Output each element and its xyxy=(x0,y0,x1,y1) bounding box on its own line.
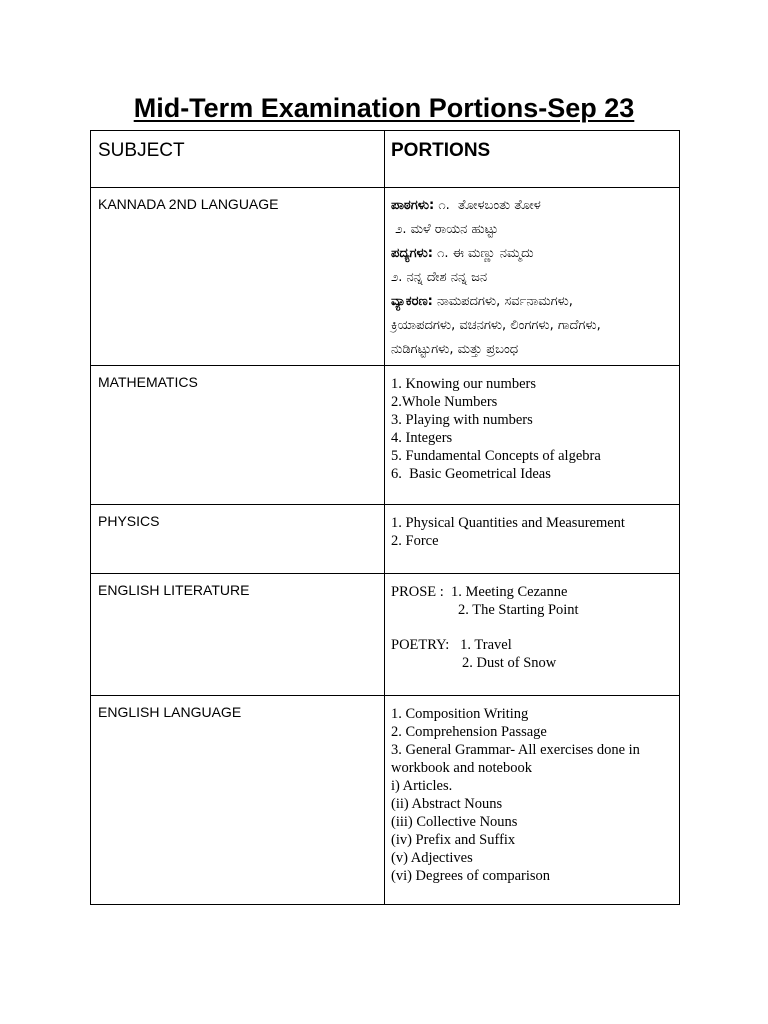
list-item: 2.Whole Numbers xyxy=(391,394,498,410)
kannada-line: ಕ್ರಿಯಾಪದಗಳು, ವಚನಗಳು, ಲಿಂಗಗಳು, ಗಾದೆಗಳು, xyxy=(391,318,601,333)
list-item: (v) Adjectives xyxy=(391,850,473,866)
kannada-line: ವ್ಯಾಕರಣ: ನಾಮಪದಗಳು, ಸರ್ವನಾಮಗಳು, xyxy=(391,294,573,309)
portions-english-literature xyxy=(385,574,680,696)
subject-kannada: KANNADA 2ND LANGUAGE xyxy=(91,188,385,366)
subject-physics: PHYSICS xyxy=(91,505,385,574)
table-row xyxy=(91,574,680,696)
poetry-item: 2. Dust of Snow xyxy=(462,655,557,671)
list-item: 5. Fundamental Concepts of algebra xyxy=(391,448,601,464)
kannada-line: ನುಡಿಗಟ್ಟುಗಳು, ಮತ್ತು ಪ್ರಬಂಧ xyxy=(391,342,519,357)
kannada-line: ಪದ್ಯಗಳು: ೧. ಈ ಮಣ್ಣು ನಮ್ಮದು xyxy=(391,246,534,261)
list-item: 3. Playing with numbers xyxy=(391,412,533,428)
prose-line: PROSE : 1. Meeting Cezanne xyxy=(391,584,568,600)
kannada-line: ೨. ನನ್ನ ದೇಶ ನನ್ನ ಜನ xyxy=(391,270,488,285)
page-title: Mid-Term Examination Portions-Sep 23 xyxy=(133,93,635,123)
list-item: i) Articles. xyxy=(391,778,453,794)
list-item: 3. General Grammar- All exercises done in xyxy=(391,742,640,758)
table-row xyxy=(91,505,680,574)
portions-mathematics xyxy=(385,366,680,505)
subject-english-literature: ENGLISH LITERATURE xyxy=(91,574,385,696)
list-item: (vi) Degrees of comparison xyxy=(391,868,551,884)
list-item: 1. Physical Quantities and Measurement xyxy=(391,515,625,531)
portions-kannada xyxy=(385,188,680,366)
table-row xyxy=(91,696,680,905)
portions-table xyxy=(90,130,680,905)
list-item: 1. Composition Writing xyxy=(391,706,529,722)
portions-english-language xyxy=(385,696,680,905)
list-item: 1. Knowing our numbers xyxy=(391,376,536,392)
list-item: workbook and notebook xyxy=(391,760,532,776)
kannada-line: ಪಾಠಗಳು: ೧. ತೋಳಬಂತು ತೋಳ xyxy=(391,198,541,213)
header-portions: PORTIONS xyxy=(385,131,680,188)
table-row xyxy=(91,188,680,366)
prose-item: 2. The Starting Point xyxy=(458,602,579,618)
spacer xyxy=(391,619,679,636)
header-row xyxy=(91,131,680,188)
list-item: 2. Comprehension Passage xyxy=(391,724,547,740)
kannada-line: ೨. ಮಳೆ ರಾಯನ ಹುಟ್ಟು xyxy=(391,222,499,237)
poetry-line: POETRY: 1. Travel xyxy=(391,637,512,653)
list-item: (iii) Collective Nouns xyxy=(391,814,518,830)
header-subject: SUBJECT xyxy=(91,131,385,188)
list-item: (ii) Abstract Nouns xyxy=(391,796,503,812)
table-row xyxy=(91,366,680,505)
subject-mathematics: MATHEMATICS xyxy=(91,366,385,505)
list-item: 4. Integers xyxy=(391,430,453,446)
subject-english-language: ENGLISH LANGUAGE xyxy=(91,696,385,905)
portions-physics xyxy=(385,505,680,574)
list-item: 6. Basic Geometrical Ideas xyxy=(391,466,551,482)
list-item: 2. Force xyxy=(391,533,439,549)
list-item: (iv) Prefix and Suffix xyxy=(391,832,516,848)
